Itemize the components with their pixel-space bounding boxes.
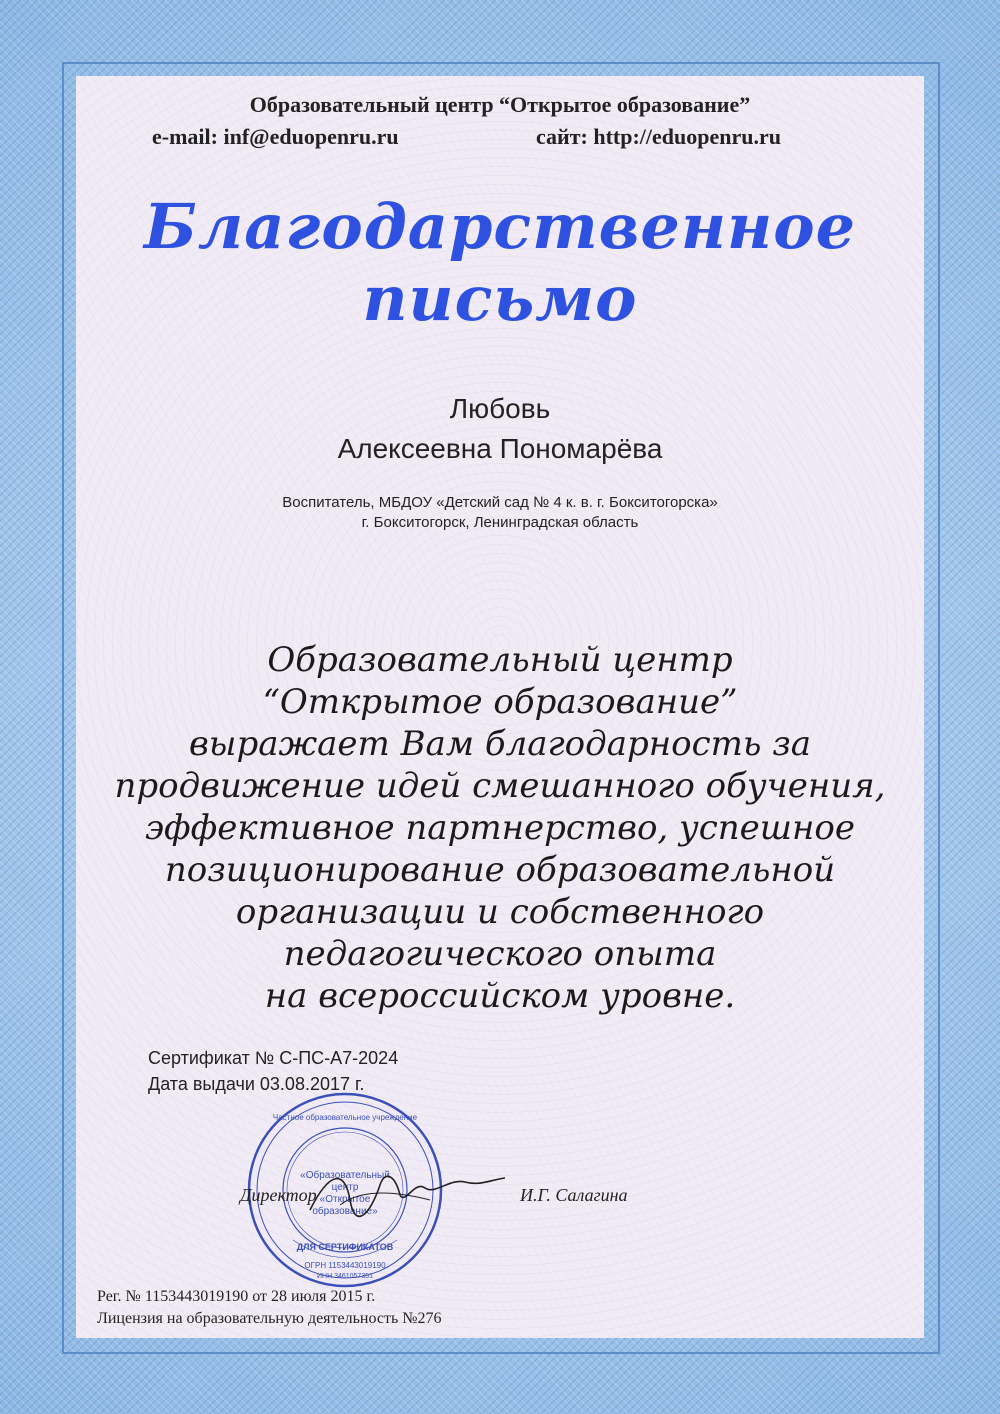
- message-line: на всероссийском уровне.: [264, 976, 736, 1016]
- organization-header: Образовательный центр “Открытое образование”: [249, 92, 751, 117]
- registration-number: Рег. № 1153443019190 от 28 июля 2015 г.: [97, 1288, 376, 1305]
- recipient-position: Воспитатель, МБДОУ «Детский сад № 4 к. в. г. Бокситогорска»: [282, 494, 718, 511]
- svg-text:«Открытое: «Открытое: [319, 1194, 371, 1205]
- website-contact: сайт: http://eduopenru.ru: [536, 124, 781, 149]
- message-line: позиционирование образовательной: [164, 850, 836, 890]
- message-line: “Открытое образование”: [262, 682, 738, 722]
- svg-text:ДЛЯ СЕРТИФИКАТОВ: ДЛЯ СЕРТИФИКАТОВ: [296, 1242, 394, 1252]
- svg-text:Частное образовательное учрежд: Частное образовательное учреждение: [272, 1113, 418, 1122]
- message-line: продвижение идей смешанного обучения,: [114, 766, 886, 806]
- svg-text:образование»: образование»: [312, 1206, 378, 1217]
- document-title-line1: Благодарственное: [143, 190, 857, 263]
- svg-text:ИНН 3461057351: ИНН 3461057351: [316, 1273, 374, 1280]
- recipient-location: г. Бокситогорск, Ленинградская область: [361, 514, 639, 531]
- certificate-number: Сертификат № С-ПС-А7-2024: [148, 1048, 399, 1068]
- message-line: Образовательный центр: [267, 640, 733, 680]
- recipient-first-name: Любовь: [449, 393, 551, 424]
- director-title: Директор: [240, 1185, 317, 1205]
- svg-text:«Образовательный: «Образовательный: [300, 1170, 390, 1181]
- certificate-issue-date: Дата выдачи 03.08.2017 г.: [148, 1074, 365, 1094]
- director-name: И.Г. Салагина: [520, 1185, 628, 1205]
- recipient-full-name: Алексеевна Пономарёва: [337, 433, 663, 464]
- document-title-line2: письмо: [362, 262, 638, 335]
- svg-text:центр: центр: [331, 1182, 359, 1193]
- message-line: педагогического опыта: [283, 934, 717, 974]
- message-line: организации и собственного: [235, 892, 765, 932]
- license-info: Лицензия на образовательную деятельность №276: [97, 1310, 442, 1327]
- svg-text:ОГРН 1153443019190: ОГРН 1153443019190: [304, 1261, 386, 1270]
- email-contact: e-mail: inf@eduopenru.ru: [152, 124, 399, 149]
- message-line: эффективное партнерство, успешное: [145, 808, 855, 848]
- message-line: выражает Вам благодарность за: [188, 724, 812, 764]
- signature-mark: [300, 1160, 510, 1220]
